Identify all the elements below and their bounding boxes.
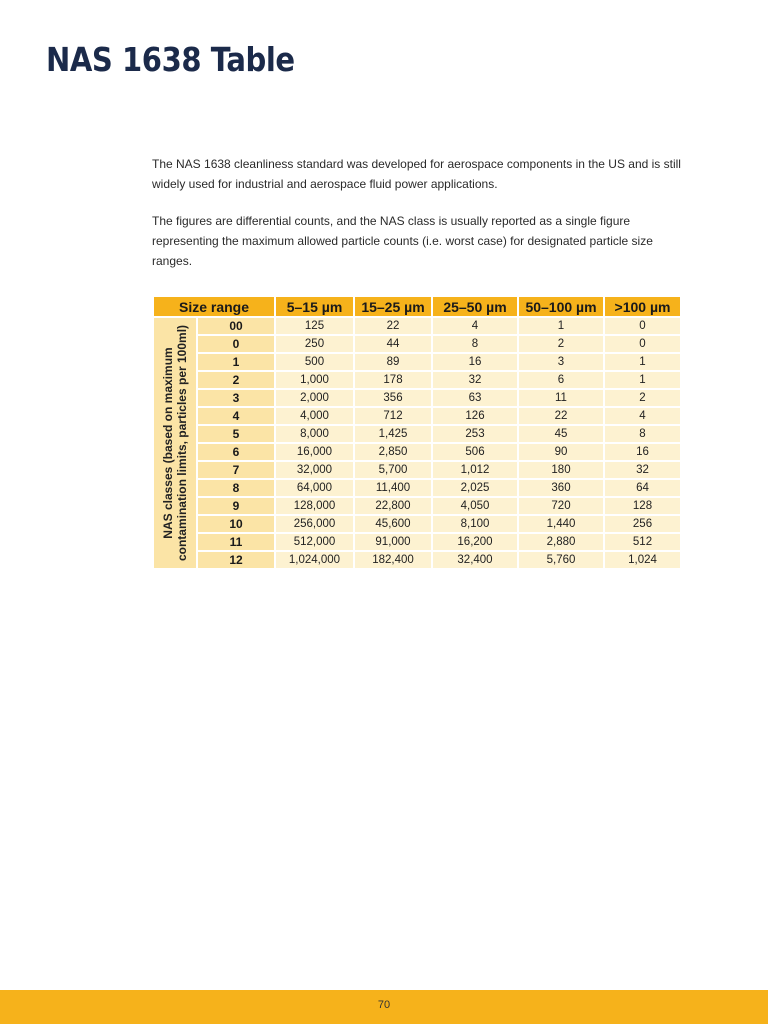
particle-count-cell: 2,880	[518, 533, 604, 551]
particle-count-cell: 512,000	[275, 533, 354, 551]
particle-count-cell: 4	[604, 407, 681, 425]
table-row	[153, 425, 681, 443]
particle-count-cell: 250	[275, 335, 354, 353]
nas-class-cell: 1	[197, 353, 275, 371]
column-header: >100 µm	[604, 296, 681, 317]
particle-count-cell: 125	[275, 317, 354, 335]
size-range-header: Size range	[153, 296, 275, 317]
particle-count-cell: 128,000	[275, 497, 354, 515]
particle-count-cell: 89	[354, 353, 432, 371]
particle-count-cell: 356	[354, 389, 432, 407]
particle-count-cell: 22	[518, 407, 604, 425]
particle-count-cell: 506	[432, 443, 518, 461]
particle-count-cell: 8	[432, 335, 518, 353]
column-header: 5–15 µm	[275, 296, 354, 317]
column-header: 25–50 µm	[432, 296, 518, 317]
particle-count-cell: 8,100	[432, 515, 518, 533]
nas-class-cell: 7	[197, 461, 275, 479]
nas-classes-side-header	[153, 317, 197, 569]
particle-count-cell: 4,000	[275, 407, 354, 425]
particle-count-cell: 64,000	[275, 479, 354, 497]
particle-count-cell: 6	[518, 371, 604, 389]
particle-count-cell: 3	[518, 353, 604, 371]
particle-count-cell: 360	[518, 479, 604, 497]
particle-count-cell: 720	[518, 497, 604, 515]
nas-class-cell: 6	[197, 443, 275, 461]
particle-count-cell: 22,800	[354, 497, 432, 515]
particle-count-cell: 2	[518, 335, 604, 353]
particle-count-cell: 180	[518, 461, 604, 479]
particle-count-cell: 32,400	[432, 551, 518, 569]
nas-class-cell: 4	[197, 407, 275, 425]
particle-count-cell: 4,050	[432, 497, 518, 515]
nas-class-cell: 10	[197, 515, 275, 533]
page-title: NAS 1638 Table	[46, 40, 295, 79]
table-row	[153, 551, 681, 569]
particle-count-cell: 91,000	[354, 533, 432, 551]
table-row	[153, 353, 681, 371]
page-footer	[0, 990, 768, 1024]
particle-count-cell: 500	[275, 353, 354, 371]
page-number: 70	[377, 999, 391, 1011]
particle-count-cell: 1,440	[518, 515, 604, 533]
particle-count-cell: 16	[604, 443, 681, 461]
particle-count-cell: 64	[604, 479, 681, 497]
particle-count-cell: 8	[604, 425, 681, 443]
particle-count-cell: 11,400	[354, 479, 432, 497]
particle-count-cell: 1,000	[275, 371, 354, 389]
table-row	[153, 515, 681, 533]
particle-count-cell: 2,000	[275, 389, 354, 407]
particle-count-cell: 1,425	[354, 425, 432, 443]
particle-count-cell: 32	[432, 371, 518, 389]
nas-class-cell: 11	[197, 533, 275, 551]
particle-count-cell: 1,024,000	[275, 551, 354, 569]
particle-count-cell: 126	[432, 407, 518, 425]
nas-class-cell: 8	[197, 479, 275, 497]
particle-count-cell: 1	[604, 371, 681, 389]
particle-count-cell: 63	[432, 389, 518, 407]
nas-class-cell: 2	[197, 371, 275, 389]
particle-count-cell: 256,000	[275, 515, 354, 533]
particle-count-cell: 256	[604, 515, 681, 533]
particle-count-cell: 182,400	[354, 551, 432, 569]
particle-count-cell: 712	[354, 407, 432, 425]
table-header-row	[153, 296, 681, 317]
explanation-paragraph: The figures are differential counts, and the NAS class is usually reported as a single figure representing the maximum allowed particle counts (i.e. worst case) for designated particle size ranges.	[152, 214, 653, 268]
column-header: 50–100 µm	[518, 296, 604, 317]
particle-count-cell: 16,000	[275, 443, 354, 461]
particle-count-cell: 8,000	[275, 425, 354, 443]
particle-count-cell: 32	[604, 461, 681, 479]
table-row	[153, 443, 681, 461]
table-row	[153, 479, 681, 497]
particle-count-cell: 1,012	[432, 461, 518, 479]
particle-count-cell: 2	[604, 389, 681, 407]
particle-count-cell: 11	[518, 389, 604, 407]
particle-count-cell: 2,025	[432, 479, 518, 497]
particle-count-cell: 128	[604, 497, 681, 515]
intro-paragraph: The NAS 1638 cleanliness standard was developed for aerospace components in the US and is still widely used for industrial and aerospace fluid power applications.	[152, 157, 681, 191]
table-row	[153, 407, 681, 425]
table-body	[153, 317, 681, 569]
particle-count-cell: 90	[518, 443, 604, 461]
particle-count-cell: 0	[604, 317, 681, 335]
particle-count-cell: 512	[604, 533, 681, 551]
table-row	[153, 317, 681, 335]
particle-count-cell: 16,200	[432, 533, 518, 551]
column-header: 15–25 µm	[354, 296, 432, 317]
particle-count-cell: 1	[604, 353, 681, 371]
particle-count-cell: 178	[354, 371, 432, 389]
particle-count-cell: 5,760	[518, 551, 604, 569]
nas-class-cell: 0	[197, 335, 275, 353]
table-row	[153, 335, 681, 353]
table-row	[153, 533, 681, 551]
particle-count-cell: 32,000	[275, 461, 354, 479]
particle-count-cell: 253	[432, 425, 518, 443]
nas-classes-label: NAS classes (based on maximum contamination limits, particles per 100ml)	[161, 324, 189, 562]
particle-count-cell: 22	[354, 317, 432, 335]
particle-count-cell: 45,600	[354, 515, 432, 533]
particle-count-cell: 16	[432, 353, 518, 371]
particle-count-cell: 4	[432, 317, 518, 335]
nas-class-cell: 9	[197, 497, 275, 515]
particle-count-cell: 44	[354, 335, 432, 353]
nas-1638-table	[152, 295, 682, 570]
particle-count-cell: 2,850	[354, 443, 432, 461]
table-row	[153, 497, 681, 515]
particle-count-cell: 0	[604, 335, 681, 353]
table-row	[153, 389, 681, 407]
particle-count-cell: 45	[518, 425, 604, 443]
table-row	[153, 461, 681, 479]
particle-count-cell: 1	[518, 317, 604, 335]
table-row	[153, 371, 681, 389]
particle-count-cell: 1,024	[604, 551, 681, 569]
nas-class-cell: 00	[197, 317, 275, 335]
nas-class-cell: 12	[197, 551, 275, 569]
nas-class-cell: 3	[197, 389, 275, 407]
nas-class-cell: 5	[197, 425, 275, 443]
particle-count-cell: 5,700	[354, 461, 432, 479]
